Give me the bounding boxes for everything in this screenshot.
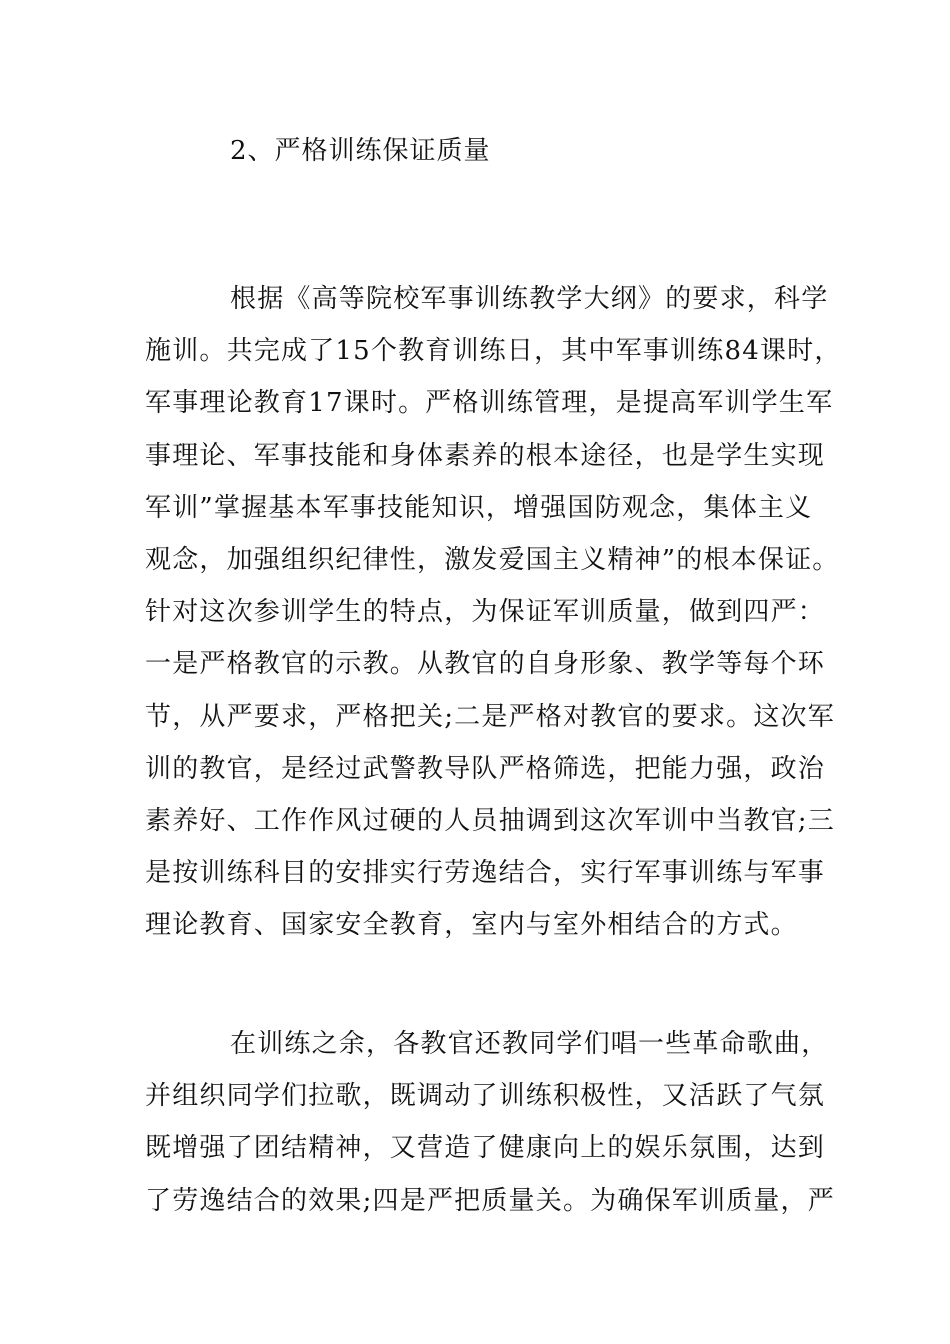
paragraph-line: 素养好、工作作风过硬的人员抽调到这次军训中当教官;三 (145, 805, 835, 836)
section-heading: 2、严格训练保证质量 (230, 136, 491, 166)
paragraph-line: 事理论、军事技能和身体素养的根本途径，也是学生实现 (145, 440, 826, 471)
paragraph-line: 理论教育、国家安全教育，室内与室外相结合的方式。 (145, 910, 798, 941)
paragraph-training-quality (145, 273, 842, 951)
paragraph-line: 并组织同学们拉歌，既调动了训练积极性，又活跃了气氛 (145, 1081, 826, 1112)
paragraph-line: 节，从严要求，严格把关;二是严格对教官的要求。这次军 (145, 701, 835, 732)
paragraph-line: 观念，加强组织纪律性，激发爱国主义精神”的根本保证。 (145, 544, 840, 575)
paragraph-line: 了劳逸结合的效果;四是严把质量关。为确保军训质量，严 (145, 1185, 835, 1216)
paragraph-line: 施训。共完成了15个教育训练日，其中军事训练84课时， (145, 336, 842, 367)
paragraph-line: 在训练之余，各教官还教同学们唱一些革命歌曲， (230, 1029, 829, 1059)
paragraph-line: 一是严格教官的示教。从教官的自身形象、教学等每个环 (145, 649, 826, 680)
paragraph-line: 是按训练科目的安排实行劳逸结合，实行军事训练与军事 (145, 858, 826, 889)
paragraph-training-leisure (145, 1018, 835, 1227)
paragraph-line: 军事理论教育17课时。严格训练管理，是提高军训学生军 (145, 388, 834, 419)
paragraph-line: 军训”掌握基本军事技能知识，增强国防观念，集体主义 (145, 492, 813, 523)
paragraph-line: 针对这次参训学生的特点，为保证军训质量，做到四严： (145, 597, 826, 628)
paragraph-line: 根据《高等院校军事训练教学大纲》的要求，科学 (230, 284, 829, 314)
paragraph-line: 既增强了团结精神，又营造了健康向上的娱乐氛围，达到 (145, 1133, 826, 1164)
paragraph-line: 训的教官，是经过武警教导队严格筛选，把能力强，政治 (145, 753, 826, 784)
